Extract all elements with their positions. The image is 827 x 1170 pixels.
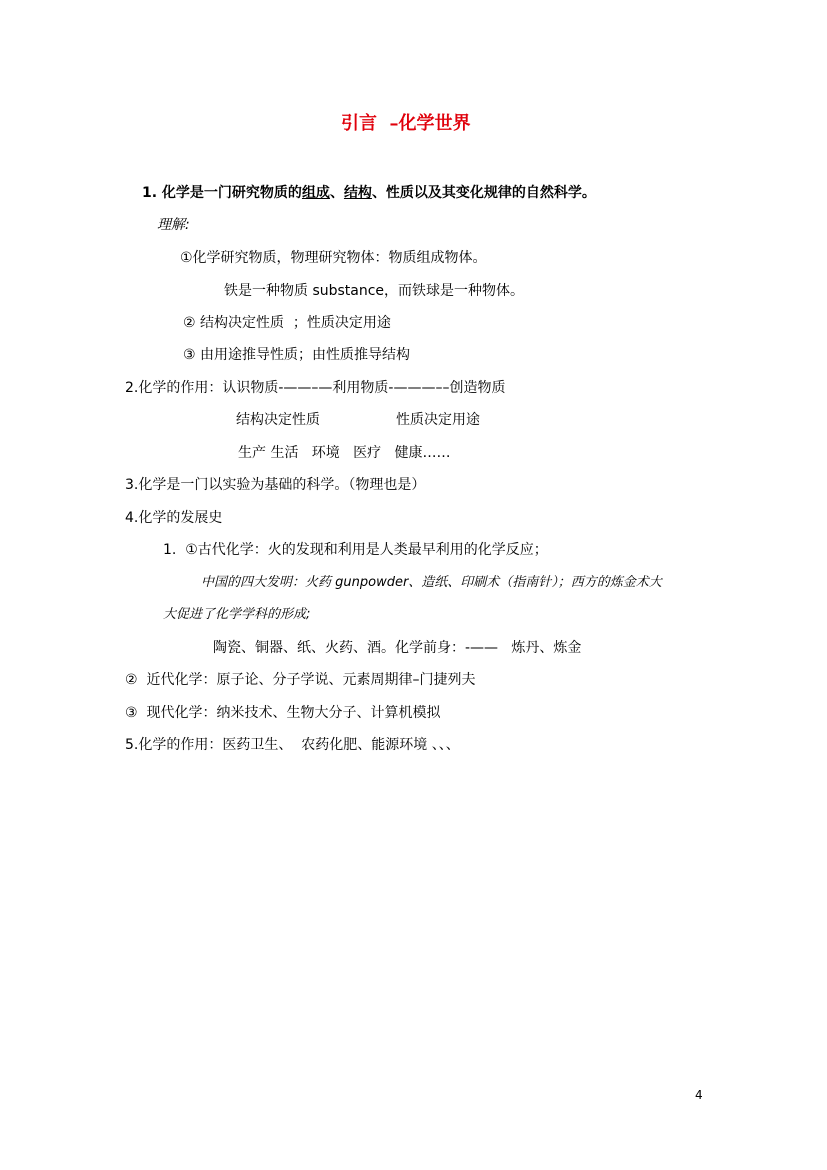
history-heading: 4.化学的发展史 <box>125 510 223 526</box>
definition-separator: 、 <box>329 185 344 201</box>
definition-prefix: 1. 化学是一门研究物质的 <box>142 185 302 201</box>
history-ancient: 1. ①古代化学：火的发现和利用是人类最早利用的化学反应； <box>163 542 548 558</box>
understanding-item-2: 铁是一种物质 substance，而铁球是一种物体。 <box>224 283 525 299</box>
role-applications: 生产 生活 环境 医疗 健康…… <box>238 445 451 461</box>
understanding-item-1: ①化学研究物质，物理研究物体：物质组成物体。 <box>180 250 487 266</box>
definition-line <box>142 184 596 202</box>
understanding-item-3: ② 结构决定性质 ；性质决定用途 <box>183 315 391 331</box>
definition-suffix: 、性质以及其变化规律的自然科学。 <box>371 185 596 201</box>
understanding-label: 理解: <box>157 217 190 233</box>
uses-line: 5.化学的作用：医药卫生、 农药化肥、能源环境 、、、 <box>125 737 460 753</box>
history-inventions-line1: 中国的四大发明：火药 gunpowder、造纸、印刷术（指南针）；西方的炼金术大 <box>201 575 662 590</box>
understanding-item-4: ③ 由用途推导性质；由性质推导结构 <box>183 347 411 363</box>
page-title: 引言 –化学世界 <box>341 113 471 134</box>
role-structure-property: 结构决定性质 <box>236 412 320 428</box>
experiment-line: 3.化学是一门以实验为基础的科学。（物理也是） <box>125 477 426 493</box>
page-number: 4 <box>695 1088 703 1102</box>
definition-underlined-structure: 结构 <box>343 185 372 201</box>
history-contemporary: ③ 现代化学：纳米技术、生物大分子、计算机模拟 <box>125 705 441 721</box>
role-line: 2.化学的作用：认识物质-——–—利用物质-———––创造物质 <box>125 380 506 396</box>
definition-underlined-composition: 组成 <box>301 185 330 201</box>
history-crafts: 陶瓷、铜器、纸、火药、酒。化学前身：-—— 炼丹、炼金 <box>213 640 582 656</box>
history-modern: ② 近代化学：原子论、分子学说、元素周期律–门捷列夫 <box>125 672 476 688</box>
history-inventions-line2: 大促进了化学学科的形成; <box>163 607 311 622</box>
role-property-use: 性质决定用途 <box>396 412 480 428</box>
